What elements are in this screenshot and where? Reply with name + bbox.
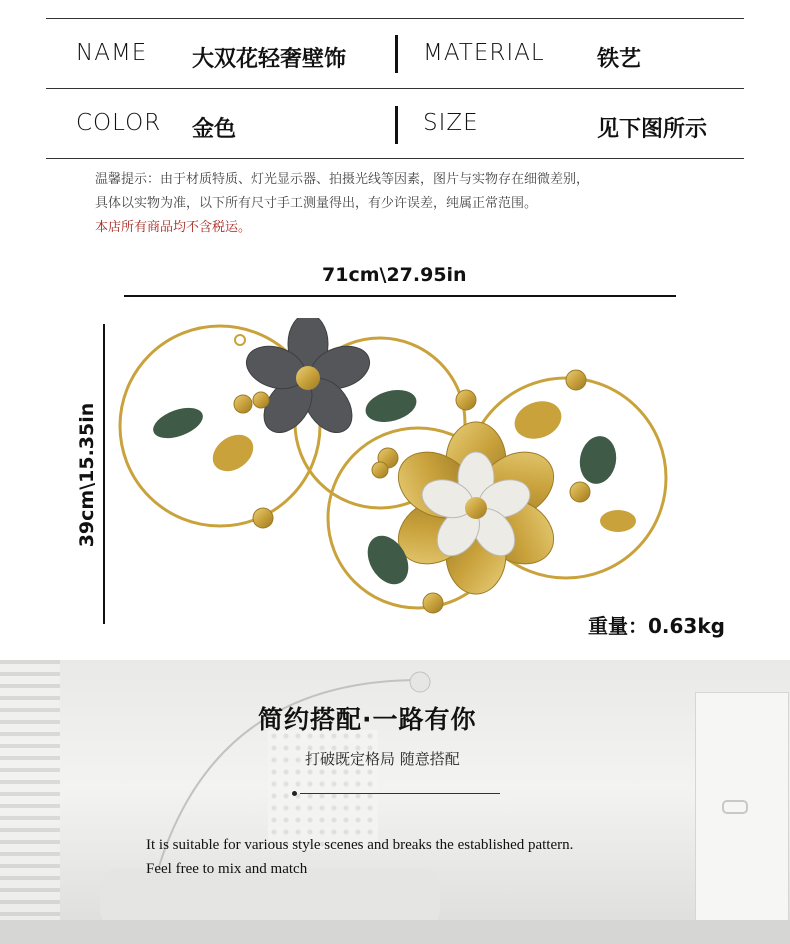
width-dimension: 71cm\27.95in — [322, 264, 467, 286]
scene-dot — [292, 791, 297, 796]
color-value: 金色 — [192, 117, 237, 142]
width-dimension-line — [124, 295, 676, 297]
name-label: NAME — [76, 40, 148, 66]
scene-subtitle: 打破既定格局 随意搭配 — [305, 750, 460, 768]
height-dimension: 39cm\15.35in — [76, 402, 98, 548]
notice-line-3: 本店所有商品均不含税运。 — [95, 220, 252, 235]
lifestyle-scene — [0, 660, 790, 944]
color-label: COLOR — [76, 110, 162, 136]
scene-title: 简约搭配·一路有你 — [258, 705, 477, 734]
leaves — [149, 385, 636, 592]
weight-label: 重量：0.63kg — [588, 614, 725, 638]
floor — [0, 920, 790, 944]
white-gold-flower — [387, 422, 566, 594]
hanging-loop-icon — [235, 335, 245, 345]
name-value: 大双花轻奢壁饰 — [192, 47, 347, 72]
scene-english-line-1: It is suitable for various style scenes and breaks the established pattern. — [146, 837, 574, 853]
notice-line-1: 温馨提示：由于材质特质、灯光显示器、拍摄光线等因素，图片与实物存在细微差别， — [95, 172, 590, 187]
height-dimension-line — [103, 324, 105, 624]
spec-divider — [395, 35, 398, 73]
product-image — [118, 318, 678, 618]
spec-top-rule — [46, 18, 744, 19]
dark-flower — [241, 318, 375, 442]
spec-divider — [395, 106, 398, 144]
scene-english-line-2: Feel free to mix and match — [146, 861, 308, 877]
material-label: MATERIAL — [423, 40, 545, 66]
spec-bottom-rule — [46, 158, 744, 159]
size-label: SIZE — [423, 110, 479, 136]
door-handle-icon — [722, 800, 748, 814]
size-value: 见下图所示 — [597, 117, 708, 142]
spec-middle-rule — [46, 88, 744, 89]
notice-line-2: 具体以实物为准，以下所有尺寸手工测量得出，有少许误差，纯属正常范围。 — [95, 196, 538, 211]
scene-rule — [300, 793, 500, 794]
material-value: 铁艺 — [597, 47, 642, 72]
